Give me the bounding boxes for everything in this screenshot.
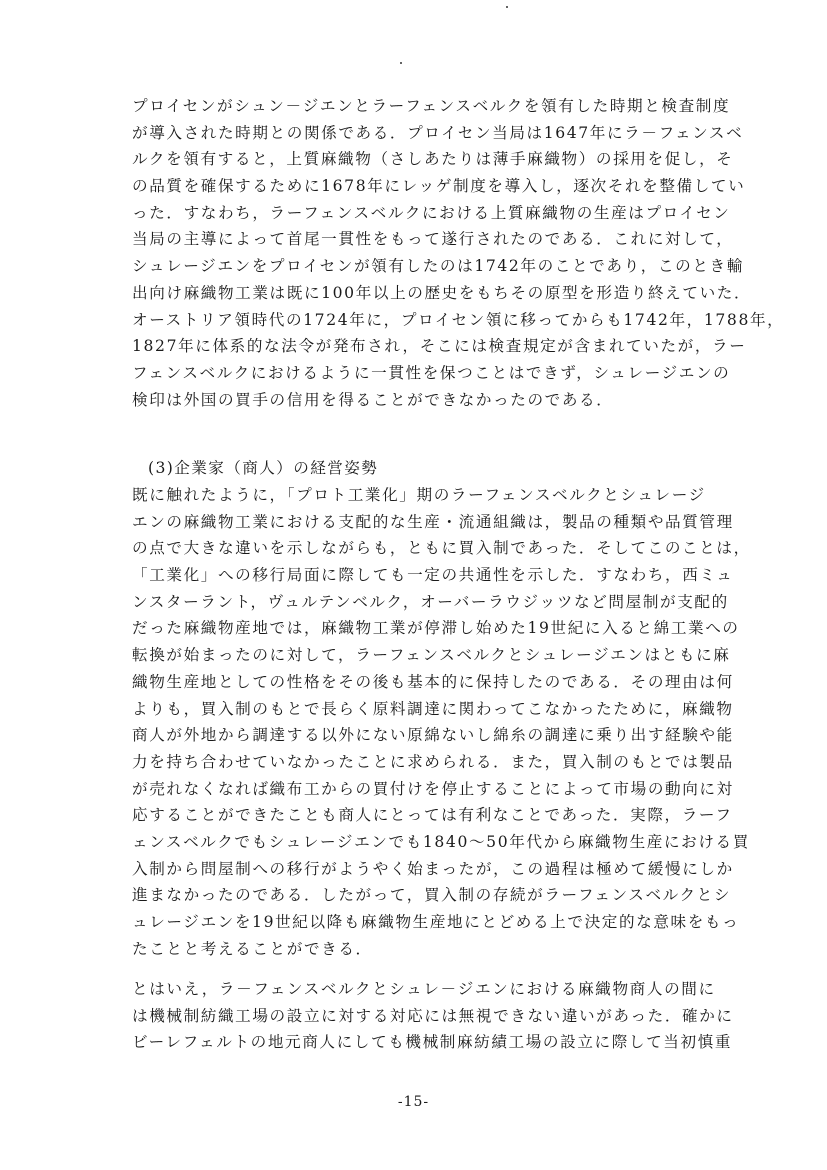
text-line: よりも，買入制のもとで長らく原料調達に関わってこなかったために，麻織物: [132, 699, 734, 718]
section-heading: (3)企業家（商人）の経営姿勢: [148, 459, 379, 477]
text-line: 織物生産地としての性格をその後も基本的に保持したのである．その理由は何: [132, 672, 734, 691]
text-line: 「工業化」への移行局面に際しても一定の共通性を示した．すなわち，西ミュ: [132, 566, 734, 585]
text-line: シュレージエンをプロイセンが領有したのは1742年のことであり，このとき輸: [132, 257, 744, 276]
text-line: ンスターラント，ヴュルテンベルク，オーバーラウジッツなど問屋制が支配的: [132, 592, 729, 611]
text-line: ビーレフェルトの地元商人にしても機械制麻紡績工場の設立に際して当初慎重: [132, 1033, 733, 1052]
text-line: とはいえ，ラ－フェンスベルクとシュレ－ジエンにおける麻織物商人の間に: [132, 980, 716, 998]
text-line: 検印は外国の買手の信用を得ることができなかったのである．: [132, 390, 614, 409]
text-line: 既に触れたように，「プロト工業化」期のラーフェンスベルクとシュレージ: [132, 486, 706, 504]
page-number: -15-: [397, 1094, 430, 1110]
text-line: 進まなかったのである．したがって，買入制の存続がラーフェンスベルクとシ: [132, 886, 732, 905]
scan-speck: [400, 62, 402, 64]
text-line: ルクを領有すると，上質麻織物（さしあたりは薄手麻織物）の採用を促し，そ: [132, 150, 734, 169]
text-line: フェンスベルクにおけるように一貫性を保つことはできず，シュレージエンの: [132, 363, 731, 382]
text-line: 応することができたことも商人にとっては有利なことであった．実際，ラーフ: [132, 806, 733, 825]
text-line: った．すなわち，ラーフェンスベルクにおける上質麻織物の生産はプロイセン: [132, 203, 731, 222]
text-line: は機械制紡織工場の設立に対する対応には無視できない違いがあった．確かに: [132, 1006, 734, 1025]
text-line: 転換が始まったのに対して，ラーフェンスベルクとシュレージエンはともに麻: [132, 646, 731, 665]
text-line: が導入された時期との関係である．プロイセン当局は1647年にラ－フェンスベ: [132, 123, 744, 142]
text-line: 1827年に体系的な法令が発布され，そこには検査規定が含まれていたが，ラー: [132, 337, 747, 356]
text-line: たことと考えることができる．: [132, 939, 373, 958]
text-line: ェンスベルクでもシュレージエンでも1840～50年代から麻織物生産における買: [132, 832, 750, 851]
paragraph-1: [132, 93, 785, 413]
text-line: 力を持ち合わせていなかったことに求められる．また，買入制のもとでは製品: [132, 752, 734, 771]
text-line: だった麻織物産地では，麻織物工業が停滞し始めた19世紀に入ると綿工業への: [132, 619, 740, 638]
text-line: プロイセンがシュン－ジエンとラーフェンスベルクを領有した時期と検査制度: [132, 97, 731, 115]
text-line: が売れなくなれば織布工からの買付けを停止することによって市場の動向に対: [132, 779, 734, 798]
paragraph-3: [132, 976, 734, 1056]
text-line: 入制から問屋制への移行がようやく始まったが，この過程は極めて緩慢にしか: [132, 859, 734, 878]
paragraph-2: [132, 482, 751, 962]
text-line: オーストリア領時代の1724年に，プロイセン領に移ってからも1742年，1788年，: [132, 310, 785, 329]
text-line: 商人が外地から調達する以外にない原綿ないし綿糸の調達に乗り出す経験や能: [132, 726, 734, 745]
text-line: の点で大きな違いを示しながらも，ともに買入制であった．そしてこのことは，: [132, 539, 751, 558]
text-line: 出向け麻織物工業は既に100年以上の歴史をもちその原型を形造り終えていた．: [132, 283, 752, 302]
scan-speck: [506, 6, 508, 8]
text-line: 当局の主導によって首尾一貫性をもって遂行されたのである．これに対して，: [132, 230, 734, 249]
text-line: の品質を確保するために1678年にレッゲ制度を導入し，逐次それを整備してい: [132, 177, 746, 196]
text-line: エンの麻織物工業における支配的な生産・流通組織は，製品の種類や品質管理: [132, 512, 734, 531]
text-line: ュレージエンを19世紀以降も麻織物生産地にとどめる上で決定的な意味をもっ: [132, 913, 740, 931]
